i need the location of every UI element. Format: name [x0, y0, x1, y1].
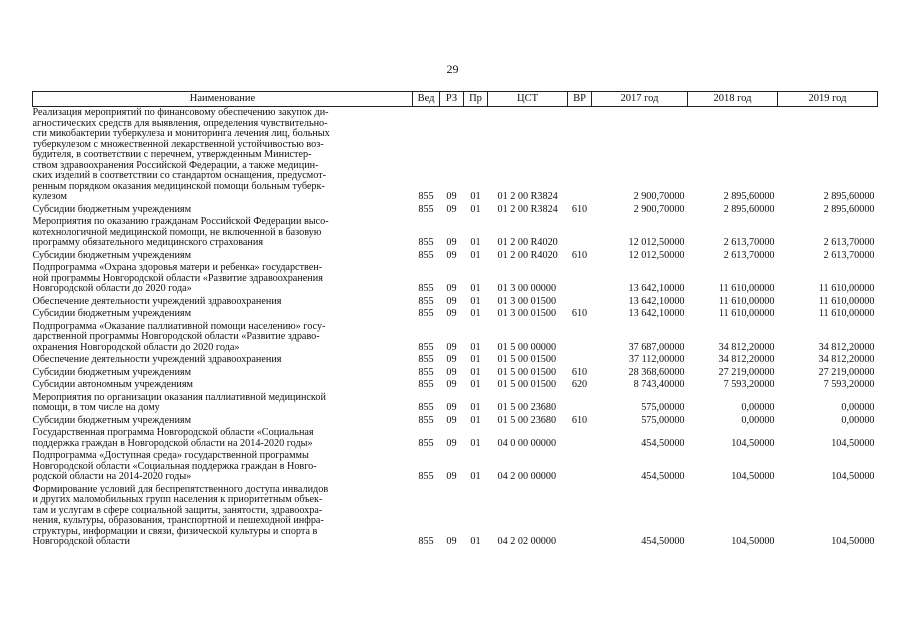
row-name [33, 262, 413, 296]
row-value-2018: 104,50000 [731, 536, 775, 547]
row-pr: 01 [470, 354, 481, 365]
row-name [33, 484, 413, 549]
row-value-2018: 2 895,60000 [723, 191, 775, 202]
row-cst: 01 5 00 01500 [497, 366, 557, 378]
row-cst: 01 2 00 R3824 [497, 203, 558, 215]
row-vr [568, 484, 592, 549]
table-row [33, 484, 878, 549]
row-cst: 01 2 00 R4020 [497, 237, 558, 248]
row-vr [568, 321, 592, 355]
row-name [33, 367, 413, 380]
row-name-line: поддержка граждан в Новгородской области на 2014-2020 годы» [32, 437, 313, 449]
header-pr: Пр [464, 92, 488, 107]
row-name-line: Подпрограмма «Охрана здоровья матери и ребенка» государствен- [32, 262, 323, 273]
row-pr: 01 [470, 471, 481, 482]
table-row [33, 204, 878, 217]
row-name-line: Подпрограмма «Оказание паллиативной помощи населению» госу- [32, 320, 326, 332]
row-name-line: ренным порядком оказания медицинской помощи больным туберк- [32, 180, 325, 192]
row-rz: 09 [446, 295, 457, 307]
row-value-2017: 575,00000 [641, 402, 685, 413]
row-value-2019: 11 610,00000 [818, 308, 875, 319]
row-value-2019: 0,00000 [841, 414, 875, 426]
row-name-line: Обеспечение деятельности учреждений здравоохранения [32, 295, 282, 307]
row-ved: 855 [418, 283, 434, 294]
row-vr [568, 216, 592, 250]
row-value-2018: 11 610,00000 [718, 295, 775, 307]
row-rz: 09 [446, 249, 457, 261]
row-vr [568, 296, 592, 309]
row-vr: 610 [571, 366, 588, 378]
row-ved: 855 [418, 295, 434, 307]
row-name-line: Обеспечение деятельности учреждений здравоохранения [32, 354, 282, 365]
row-name [33, 250, 413, 263]
table-row [33, 367, 878, 380]
row-value-2019: 34 812,20000 [818, 341, 875, 353]
row-value-2019: 104,50000 [831, 437, 875, 449]
row-pr: 01 [470, 366, 481, 378]
row-cst: 01 3 00 00000 [497, 283, 557, 294]
row-cst: 01 3 00 01500 [497, 295, 557, 307]
row-value-2019: 2 613,70000 [823, 249, 875, 261]
row-vr: 610 [571, 249, 588, 261]
row-ved: 855 [418, 191, 434, 202]
row-vr: 610 [571, 414, 588, 426]
row-cst: 04 0 00 00000 [497, 437, 557, 449]
table-row [33, 308, 878, 321]
table-row [33, 354, 878, 367]
row-rz: 09 [446, 402, 457, 413]
header-2018: 2018 год [688, 92, 778, 107]
row-value-2019: 11 610,00000 [818, 283, 875, 294]
table-header [33, 92, 878, 107]
row-value-2017: 8 743,40000 [633, 379, 685, 390]
row-name-line: туберкулезом с множественной лекарственной устойчивостью воз- [32, 138, 324, 150]
row-name [33, 450, 413, 484]
header-name: Наименование [33, 92, 413, 107]
row-rz: 09 [446, 341, 457, 353]
row-name-line: Субсидии бюджетным учреждениям [32, 414, 192, 426]
row-pr: 01 [470, 341, 481, 353]
row-pr: 01 [470, 191, 481, 202]
row-value-2017: 13 642,10000 [628, 283, 685, 294]
row-name-line: Субсидии бюджетным учреждениям [32, 308, 192, 319]
row-value-2018: 0,00000 [741, 402, 775, 413]
row-pr: 01 [470, 283, 481, 294]
table-row [33, 427, 878, 450]
row-cst: 01 2 00 R3824 [497, 191, 558, 202]
row-rz: 09 [446, 366, 457, 378]
row-name-line: будителя, в соответствии с перечнем, утвержденным Министер- [32, 149, 312, 160]
row-vr: 620 [571, 379, 588, 390]
row-value-2018: 2 895,60000 [723, 203, 775, 215]
row-name-line: Формирование условий для беспрепятственного доступа инвалидов [32, 483, 329, 495]
row-name-line: сти микобактерии туберкулеза и мониторинга лечения лиц, больных [32, 128, 330, 139]
budget-table [32, 91, 878, 549]
row-value-2018: 104,50000 [731, 437, 775, 449]
row-value-2017: 575,00000 [641, 414, 685, 426]
row-value-2019: 27 219,00000 [818, 366, 875, 378]
row-rz: 09 [446, 354, 457, 365]
row-vr [568, 427, 592, 450]
row-ved: 855 [418, 249, 434, 261]
row-ved: 855 [418, 366, 434, 378]
row-rz: 09 [446, 203, 457, 215]
row-pr: 01 [470, 402, 481, 413]
row-cst: 04 2 00 00000 [497, 471, 557, 482]
row-ved: 855 [418, 308, 434, 319]
row-name [33, 427, 413, 450]
row-name [33, 415, 413, 428]
row-name-line: родской области на 2014-2020 годы» [32, 471, 192, 482]
header-ved: Вед [413, 92, 440, 107]
row-ved: 855 [418, 203, 434, 215]
table-body [33, 107, 878, 549]
row-pr: 01 [470, 237, 481, 248]
row-rz: 09 [446, 308, 457, 319]
row-cst: 01 3 00 01500 [497, 308, 557, 319]
row-name [33, 296, 413, 309]
row-name-line: котехнологичной медицинской помощи, не включенной в базовую [32, 226, 322, 238]
row-value-2018: 104,50000 [731, 471, 775, 482]
row-rz: 09 [446, 471, 457, 482]
header-vr: ВР [568, 92, 592, 107]
row-value-2017: 2 900,70000 [633, 191, 685, 202]
row-name-line: дарственной программы Новгородской области «Развитие здраво- [32, 331, 320, 342]
row-value-2017: 2 900,70000 [633, 203, 685, 215]
row-vr [568, 392, 592, 415]
row-name [33, 392, 413, 415]
row-value-2017: 454,50000 [641, 536, 685, 547]
row-value-2019: 2 895,60000 [823, 191, 875, 202]
row-name-line: агностических средств для выявления, определения чувствительно- [32, 117, 328, 129]
row-vr [568, 262, 592, 296]
row-ved: 855 [418, 471, 434, 482]
row-pr: 01 [470, 308, 481, 319]
row-rz: 09 [446, 414, 457, 426]
row-name-line: Субсидии бюджетным учреждениям [32, 366, 192, 378]
row-value-2018: 0,00000 [741, 414, 775, 426]
row-ved: 855 [418, 237, 434, 248]
row-ved: 855 [418, 379, 434, 390]
row-value-2017: 13 642,10000 [628, 308, 685, 319]
row-value-2019: 0,00000 [841, 402, 875, 413]
row-cst: 01 5 00 01500 [497, 379, 557, 390]
row-pr: 01 [470, 437, 481, 449]
row-value-2018: 2 613,70000 [723, 249, 775, 261]
row-ved: 855 [418, 414, 434, 426]
row-name-line: ной программы Новгородской области «Развитие здравоохранения [32, 272, 323, 284]
row-cst: 01 5 00 23680 [497, 402, 557, 413]
row-name [33, 204, 413, 217]
header-cst: ЦСТ [488, 92, 568, 107]
row-rz: 09 [446, 379, 457, 390]
table-row [33, 107, 878, 204]
row-value-2018: 11 610,00000 [718, 308, 775, 319]
row-value-2018: 34 812,20000 [718, 354, 775, 365]
row-value-2017: 454,50000 [641, 471, 685, 482]
row-value-2019: 11 610,00000 [818, 295, 875, 307]
row-cst: 04 2 02 00000 [497, 536, 557, 547]
row-value-2018: 27 219,00000 [718, 366, 775, 378]
table-row [33, 216, 878, 250]
row-value-2018: 11 610,00000 [718, 283, 775, 294]
row-name-line: Мероприятия по организации оказания паллиативной медицинской [32, 391, 326, 403]
table-row [33, 392, 878, 415]
row-value-2017: 37 687,00000 [628, 341, 685, 353]
row-name-line: и других маломобильных групп населения к приоритетным объек- [32, 494, 323, 505]
row-ved: 855 [418, 354, 434, 365]
row-rz: 09 [446, 536, 457, 547]
row-rz: 09 [446, 237, 457, 248]
row-ved: 855 [418, 437, 434, 449]
table-row [33, 296, 878, 309]
row-pr: 01 [470, 536, 481, 547]
row-name [33, 216, 413, 250]
row-name [33, 379, 413, 392]
row-value-2017: 454,50000 [641, 437, 685, 449]
row-name-line: Государственная программа Новгородской области «Социальная [32, 427, 314, 438]
header-rz: РЗ [440, 92, 464, 107]
row-name-line: Подпрограмма «Доступная среда» государственной программы [32, 450, 309, 461]
row-ved: 855 [418, 341, 434, 353]
row-value-2017: 28 368,60000 [628, 366, 685, 378]
row-vr [568, 354, 592, 367]
row-pr: 01 [470, 203, 481, 215]
row-value-2019: 2 613,70000 [823, 237, 875, 248]
row-rz: 09 [446, 283, 457, 294]
row-value-2017: 12 012,50000 [628, 249, 685, 261]
row-rz: 09 [446, 191, 457, 202]
row-pr: 01 [470, 295, 481, 307]
row-vr: 610 [571, 203, 588, 215]
row-value-2019: 2 895,60000 [823, 203, 875, 215]
row-name-line: Новгородской области [32, 536, 130, 547]
row-name [33, 308, 413, 321]
row-value-2019: 34 812,20000 [818, 354, 875, 365]
row-ved: 855 [418, 536, 434, 547]
row-value-2017: 37 112,00000 [628, 354, 685, 365]
row-vr [568, 450, 592, 484]
row-name-line: Мероприятия по оказанию гражданам Российской Федерации высо- [32, 216, 329, 227]
row-name [33, 321, 413, 355]
row-name-line: кулезом [32, 191, 67, 202]
table-row [33, 262, 878, 296]
row-pr: 01 [470, 414, 481, 426]
row-name-line: ством здравоохранения Российской Федерации, а также медицин- [32, 159, 319, 171]
row-cst: 01 2 00 R4020 [497, 249, 558, 261]
row-value-2019: 104,50000 [831, 471, 875, 482]
row-value-2018: 2 613,70000 [723, 237, 775, 248]
row-name-line: Субсидии бюджетным учреждениям [32, 249, 192, 261]
row-name-line: Новгородской области до 2020 года» [32, 283, 192, 294]
table-row [33, 415, 878, 428]
row-name-line: помощи, в том числе на дому [32, 402, 160, 413]
page-number: 29 [446, 62, 459, 76]
row-name-line: программу обязательного медицинского страхования [32, 237, 264, 248]
table-row [33, 379, 878, 392]
row-rz: 09 [446, 437, 457, 449]
row-name-line: нения, культуры, образования, транспортной и пешеходной инфра- [32, 515, 324, 526]
row-pr: 01 [470, 379, 481, 390]
row-name-line: охранения Новгородской области до 2020 года» [32, 341, 240, 353]
row-value-2017: 13 642,10000 [628, 295, 685, 307]
row-name-line: там и услугам в сфере социальной защиты, занятости, здравоохра- [32, 504, 323, 516]
table-row [33, 321, 878, 355]
row-name-line: ских изделий в соответствии со стандартом оснащения, предусмот- [32, 170, 327, 181]
row-name-line: Реализация мероприятий по финансовому обеспечению закупок ди- [32, 107, 329, 118]
table-row [33, 450, 878, 484]
row-value-2018: 34 812,20000 [718, 341, 775, 353]
row-name [33, 107, 413, 204]
header-2017: 2017 год [592, 92, 688, 107]
row-value-2019: 104,50000 [831, 536, 875, 547]
row-value-2018: 7 593,20000 [723, 379, 775, 390]
row-vr [568, 107, 592, 204]
row-pr: 01 [470, 249, 481, 261]
header-2019: 2019 год [778, 92, 878, 107]
row-name-line: Субсидии автономным учреждениям [32, 379, 193, 390]
row-value-2017: 12 012,50000 [628, 237, 685, 248]
row-vr: 610 [571, 308, 588, 319]
row-cst: 01 5 00 00000 [497, 341, 557, 353]
row-ved: 855 [418, 402, 434, 413]
row-name [33, 354, 413, 367]
row-value-2019: 7 593,20000 [823, 379, 875, 390]
row-name-line: Новгородской области «Социальная поддержка граждан в Новго- [32, 460, 317, 472]
row-cst: 01 5 00 23680 [497, 414, 557, 426]
table-row [33, 250, 878, 263]
row-name-line: структуры, информации и связи, физической культуры и спорта в [32, 525, 318, 537]
row-cst: 01 5 00 01500 [497, 354, 557, 365]
row-name-line: Субсидии бюджетным учреждениям [32, 203, 192, 215]
